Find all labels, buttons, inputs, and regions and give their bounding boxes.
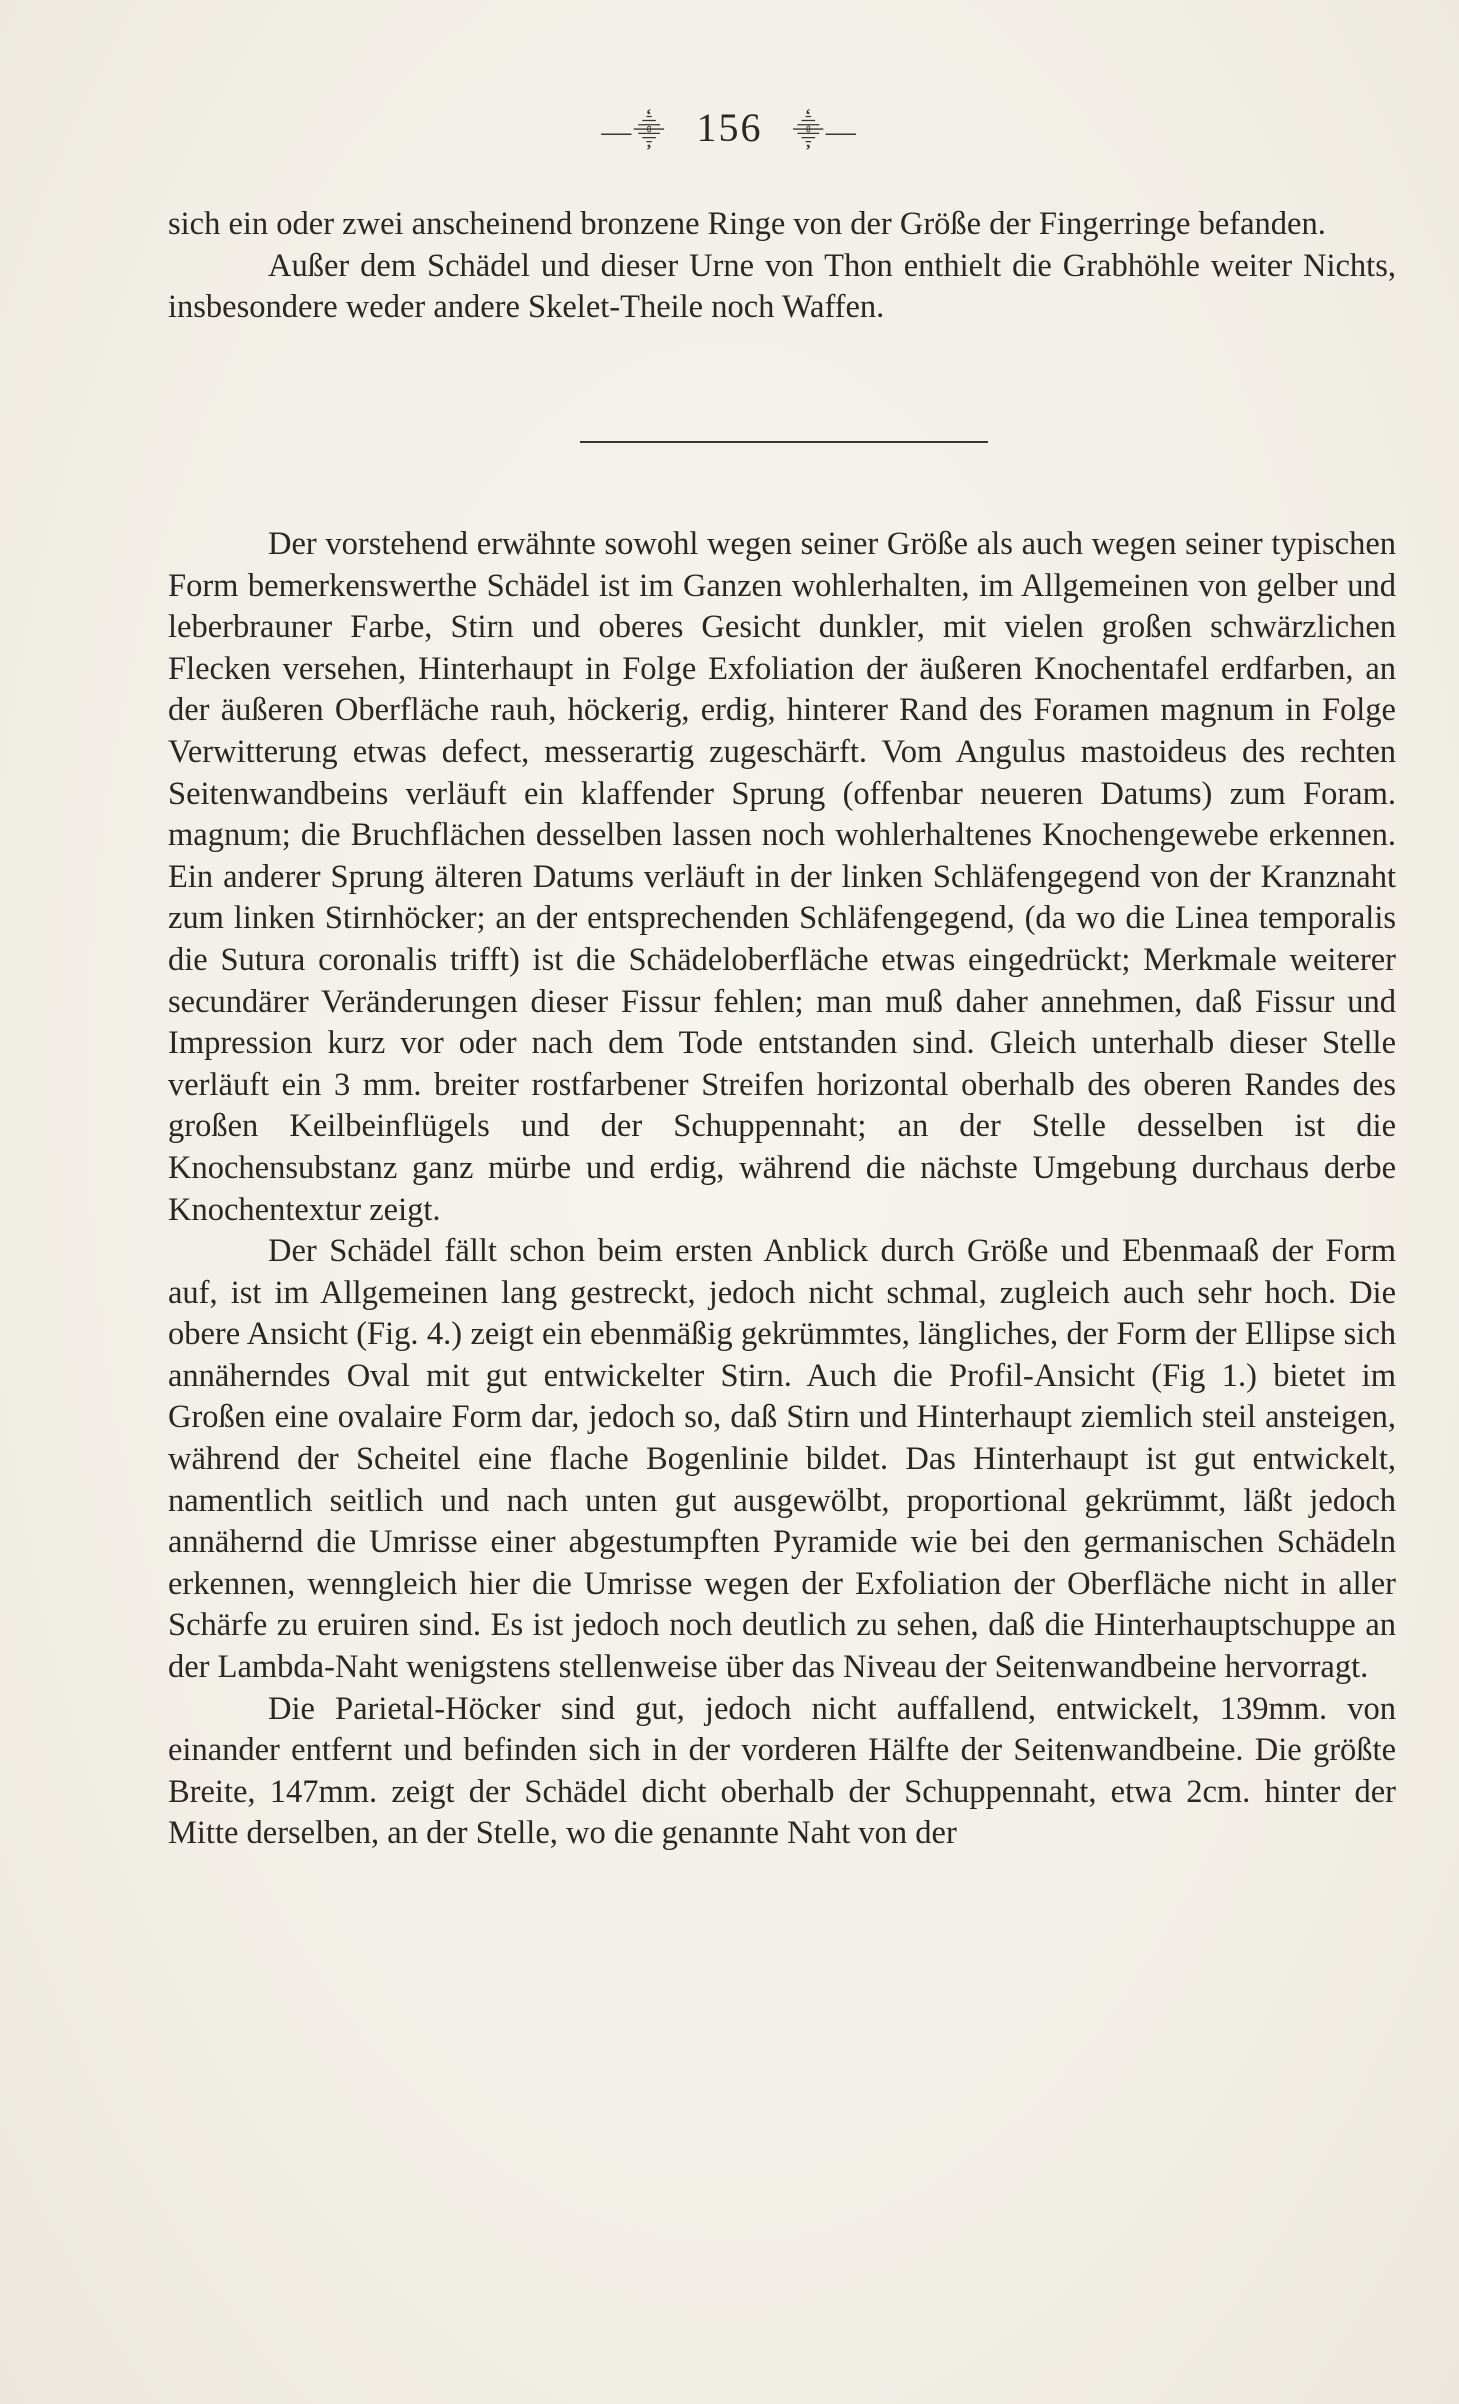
paragraph-2: Der Schädel fällt schon beim ersten Anblick durch Größe und Ebenmaaß der Form auf, ist im Allgemeinen lang gestreckt, jedoch nicht schmal, zugleich auch sehr hoch. Die obere Ansicht (Fig. 4.) zeigt ein ebenmäßig gekrümmtes, längliches, der Form der Ellipse sich annäherndes Oval mit gut entwickelter Stirn. Auch die Profil-Ansicht (Fig 1.) bietet im Großen eine ovalaire Form dar, jedoch so, daß Stirn und Hinterhaupt ziemlich steil ansteigen, während der Scheitel eine flache Bogenlinie bildet. Das Hinterhaupt ist gut entwickelt, namentlich seitlich und nach unten gut ausgewölbt, proportional gekrümmt, läßt jedoch annähernd die Umrisse einer abgestumpften Pyramide wie bei den germanischen Schädeln erkennen, wenngleich hier die Umrisse wegen der Exfoliation der Oberfläche nicht in aller Schärfe zu eruiren sind. Es ist jedoch noch deutlich zu sehen, daß die Hinterhauptschuppe an der Lambda-Naht wenigstens stellenweise über das Niveau der Seitenwandbeine hervorragt. xyxy=(168,1233,1396,1686)
page-number: 156 xyxy=(696,105,763,150)
intro-line-2: Außer dem Schädel und dieser Urne von Thon enthielt die Grabhöhle weiter Nichts, insbesondere weder andere Skelet-Theile noch Waffen. xyxy=(168,247,1396,326)
intro-line-1: sich ein oder zwei anscheinend bronzene Ringe von der Größe der Fingerringe befanden. xyxy=(168,206,1326,242)
left-ornament: —⸎ xyxy=(601,115,667,148)
page-header xyxy=(0,104,1459,151)
paragraph-3: Die Parietal-Höcker sind gut, jedoch nicht auffallend, entwickelt, 139mm. von einander entfernt und befinden sich in der vorderen Hälfte der Seitenwandbeine. Die größte Breite, 147mm. zeigt der Schädel dicht oberhalb der Schuppennaht, etwa 2cm. hinter der Mitte derselben, an der Stelle, wo die genannte Naht von der xyxy=(168,1690,1396,1852)
main-text xyxy=(168,524,1396,1855)
paragraph-1: Der vorstehend erwähnte sowohl wegen seiner Größe als auch wegen seiner typischen Form bemerkenswerthe Schädel ist im Ganzen wohlerhalten, im Allgemeinen von gelber und leberbrauner Farbe, Stirn und oberes Gesicht dunkler, mit vielen großen schwärzlichen Flecken versehen, Hinterhaupt in Folge Exfoliation der äußeren Knochentafel erdfarben, an der äußeren Oberfläche rauh, höckerig, erdig, hinterer Rand des Foramen magnum in Folge Verwitterung etwas defect, messerartig zugeschärft. Vom Angulus mastoideus des rechten Seitenwandbeins verläuft ein klaffender Sprung (offenbar neueren Datums) zum Foram. magnum; die Bruchflächen desselben lassen noch wohlerhaltenes Knochengewebe erkennen. Ein anderer Sprung älteren Datums verläuft in der linken Schläfengegend von der Kranznaht zum linken Stirnhöcker; an der entsprechenden Schläfengegend, (da wo die Linea temporalis die Sutura coronalis trifft) ist die Schädeloberfläche etwas eingedrückt; Merkmale weiterer secundärer Veränderungen dieser Fissur fehlen; man muß daher annehmen, daß Fissur und Impression kurz vor oder nach dem Tode entstanden sind. Gleich unterhalb dieser Stelle verläuft ein 3 mm. breiter rostfarbener Streifen horizontal oberhalb des oberen Randes des großen Keilbeinflügels und der Schuppennaht; an der Stelle desselben ist die Knochensubstanz ganz mürbe und erdig, während die nächste Umgebung durchaus derbe Knochentextur zeigt. xyxy=(168,526,1396,1228)
right-ornament: ⸎— xyxy=(792,115,858,148)
section-divider xyxy=(580,441,988,443)
intro-text xyxy=(168,204,1396,329)
